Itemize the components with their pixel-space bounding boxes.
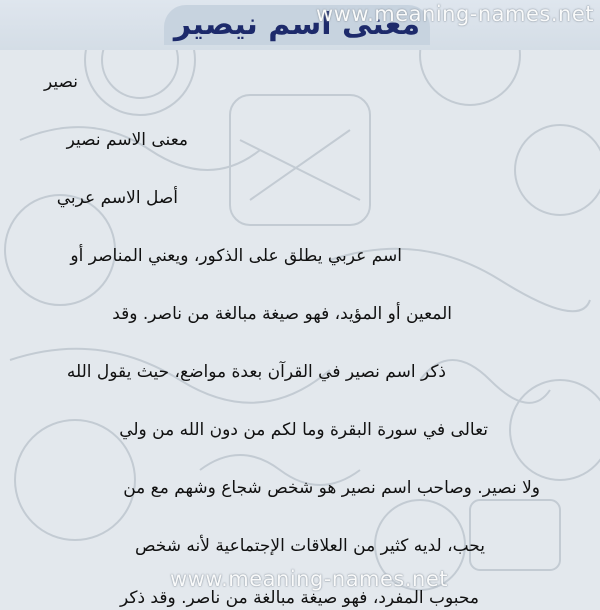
meaning-label: معنى الاسم نصير (66, 130, 188, 150)
paragraph-line-3: ذكر اسم نصير في القرآن بعدة مواضع، حيث يقول الله (66, 362, 446, 382)
paragraph-line-5: ولا نصير. وصاحب اسم نصير هو شخص شجاع وشهم مع من (123, 478, 540, 498)
paragraph-line-2: المعين أو المؤيد، فهو صيغة مبالغة من ناصر. وقد (112, 304, 452, 324)
watermark-bottom: www.meaning-names.net (170, 567, 449, 591)
paragraph-line-6: يحب، لديه كثير من العلاقات الإجتماعية لأنه شخص (134, 536, 485, 556)
origin-label: أصل الاسم عربي (56, 188, 178, 208)
name-heading: نصير (44, 72, 78, 92)
paragraph-line-1: اسم عربي يطلق على الذكور، ويعني المناصر أو (70, 246, 402, 266)
paragraph-line-7: محبوب المفرد، فهو صيغة مبالغة من ناصر. وقد ذكر (119, 588, 479, 608)
watermark-top: www.meaning-names.net (315, 2, 594, 26)
page-title: معنى اسم نيصير (173, 7, 421, 42)
paragraph-line-4: تعالى في سورة البقرة وما لكم من دون الله من ولي (119, 420, 488, 440)
